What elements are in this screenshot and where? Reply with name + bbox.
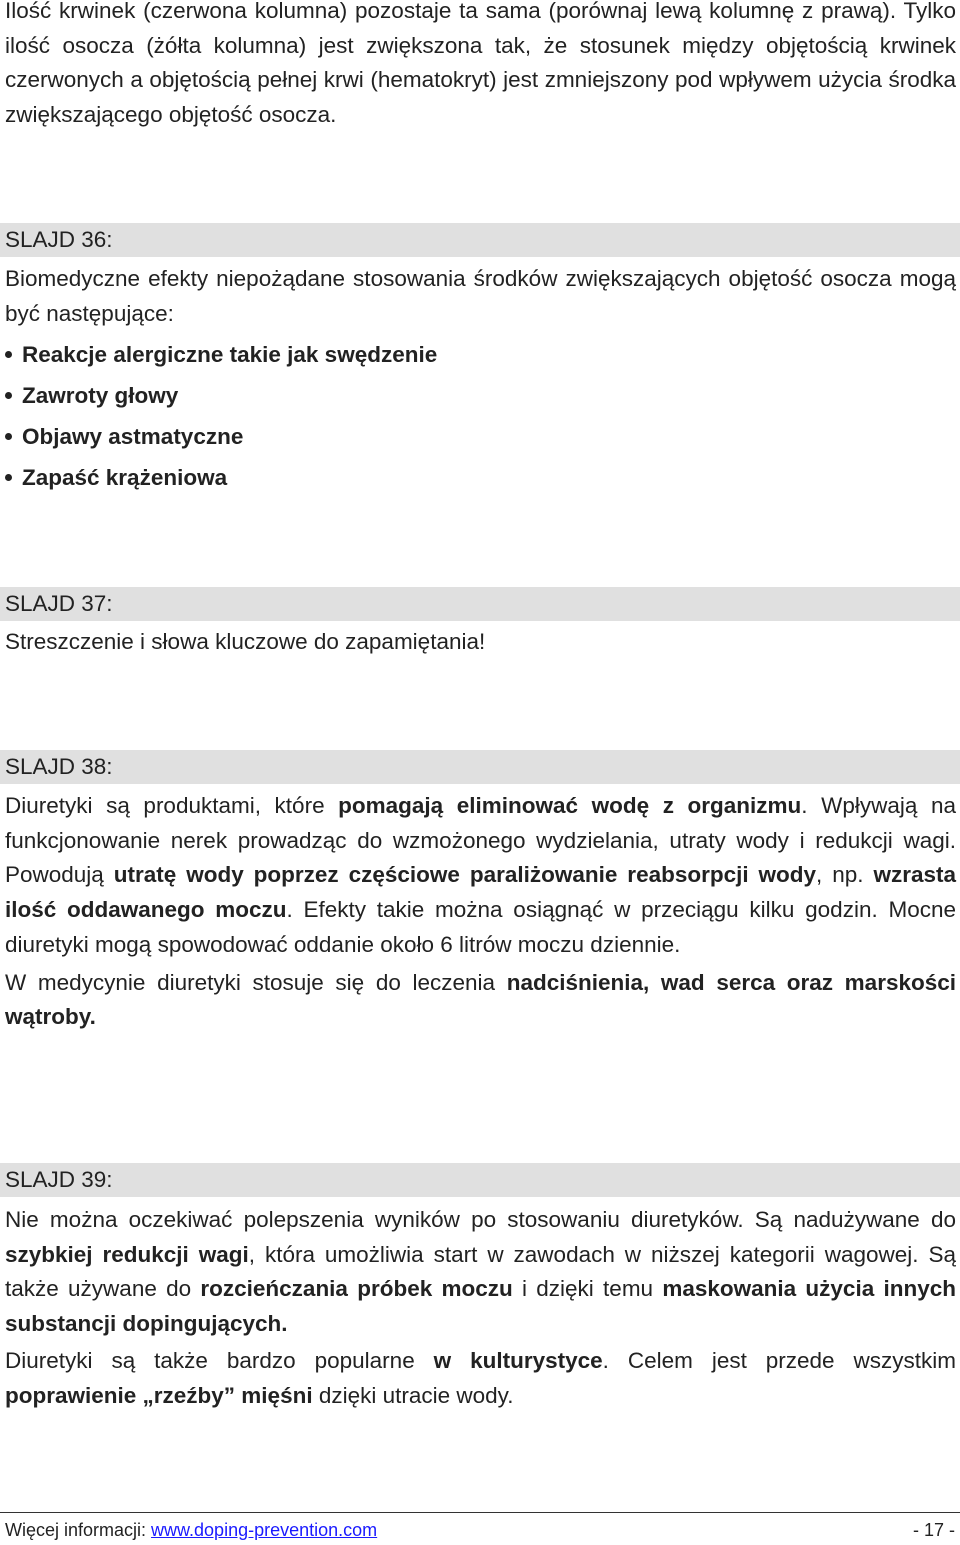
- text-segment: dzięki utracie wody.: [312, 1382, 514, 1408]
- bullet-icon: [5, 392, 12, 399]
- text-segment: . Efekty takie można osiągnąć w przeciągu kilku godzin. Mocne diuretyki mogą spowodować oddanie około 6 litrów moczu dziennie.: [5, 897, 956, 957]
- bold-text-segment: poprawienie „rzeźby” mięśni: [5, 1382, 313, 1408]
- bullet-item: [5, 457, 956, 498]
- bullet-item: [5, 334, 956, 375]
- intro-section: [5, 0, 956, 133]
- bullet-text: Objawy astmatyczne: [22, 424, 244, 450]
- bold-text-segment: wzrasta ilość oddawanego moczu: [5, 862, 956, 923]
- intro-paragraph: Ilość krwinek (czerwona kolumna) pozostaje ta sama (porównaj lewą kolumnę z prawą). Tylko ilość osocza (żółta kolumna) jest zwiększona tak, że stosunek między objętością krwinek czerwonych a objętością pełnej krwi (hematokryt) jest zmniejszony pod wpływem użycia środka zwiększającego objętość osocza.: [5, 0, 956, 128]
- text-segment: Diuretyki są produktami, które: [5, 793, 339, 818]
- bullet-item: [5, 375, 956, 416]
- bold-text-segment: utratę wody poprzez częściowe paraliżowanie reabsorpcji wody: [113, 862, 817, 888]
- text-segment: , która umożliwia start w zawodach w niższej kategorii wagowej. Są także używane do: [5, 1241, 956, 1302]
- slide-36-heading: SLAJD 36:: [0, 223, 960, 257]
- slide-37-section: [5, 625, 956, 660]
- text-segment: Nie można oczekiwać polepszenia wyników po stosowaniu diuretyków. Są nadużywane do: [5, 1207, 956, 1232]
- bold-text-segment: szybkiej redukcji wagi: [5, 1241, 249, 1267]
- bold-text-segment: pomagają eliminować wodę z organizmu: [338, 793, 802, 818]
- slide-39-section: [5, 1203, 956, 1413]
- slide-36-bullet-list: [5, 334, 956, 498]
- slide-38-paragraph-2: [5, 966, 956, 1035]
- slide-38-paragraph-1: [5, 789, 956, 963]
- bullet-icon: [5, 474, 12, 481]
- bold-text-segment: w kulturystyce: [433, 1347, 603, 1373]
- footer-label: Więcej informacji:: [5, 1520, 152, 1540]
- slide-39-paragraph-1: [5, 1203, 956, 1342]
- slide-36-section: [5, 262, 956, 498]
- slide-38-section: [5, 789, 956, 1035]
- bold-text-segment: maskowania użycia innych substancji dopingujących.: [5, 1276, 956, 1337]
- text-segment: W medycynie diuretyki stosuje się do leczenia: [5, 969, 507, 995]
- bold-text-segment: nadciśnienia, wad serca oraz marskości wątroby.: [5, 969, 957, 1030]
- slide-38-heading: SLAJD 38:: [0, 750, 960, 784]
- slide-37-heading: SLAJD 37:: [0, 587, 960, 621]
- bullet-text: Zapaść krążeniowa: [22, 465, 228, 491]
- bullet-icon: [5, 351, 12, 358]
- slide-36-text: Biomedyczne efekty niepożądane stosowania środków zwiększających objętość osocza mogą być następujące:: [5, 266, 956, 326]
- bold-text-segment: rozcieńczania próbek moczu: [200, 1276, 513, 1302]
- page-footer: [0, 1512, 960, 1540]
- text-segment: . Wpływają na funkcjonowanie nerek prowadząc do wzmożonego wydzielania, utraty wody i redukcji wagi. Powodują: [5, 793, 956, 888]
- bullet-item: [5, 416, 956, 457]
- slide-37-text: Streszczenie i słowa kluczowe do zapamiętania!: [5, 629, 486, 654]
- page-number: - 17 -: [912, 1520, 955, 1540]
- bullet-text: Zawroty głowy: [22, 383, 179, 409]
- slide-39-heading: SLAJD 39:: [0, 1163, 960, 1197]
- text-segment: i dzięki temu: [512, 1276, 663, 1302]
- text-segment: . Celem jest przede wszystkim: [602, 1347, 957, 1373]
- bullet-icon: [5, 433, 12, 440]
- slide-39-paragraph-2: [5, 1344, 956, 1413]
- text-segment: , np.: [816, 862, 874, 888]
- footer-website-link[interactable]: www.doping-prevention.com: [151, 1520, 378, 1540]
- bullet-text: Reakcje alergiczne takie jak swędzenie: [22, 342, 438, 368]
- text-segment: Diuretyki są także bardzo popularne: [5, 1347, 434, 1373]
